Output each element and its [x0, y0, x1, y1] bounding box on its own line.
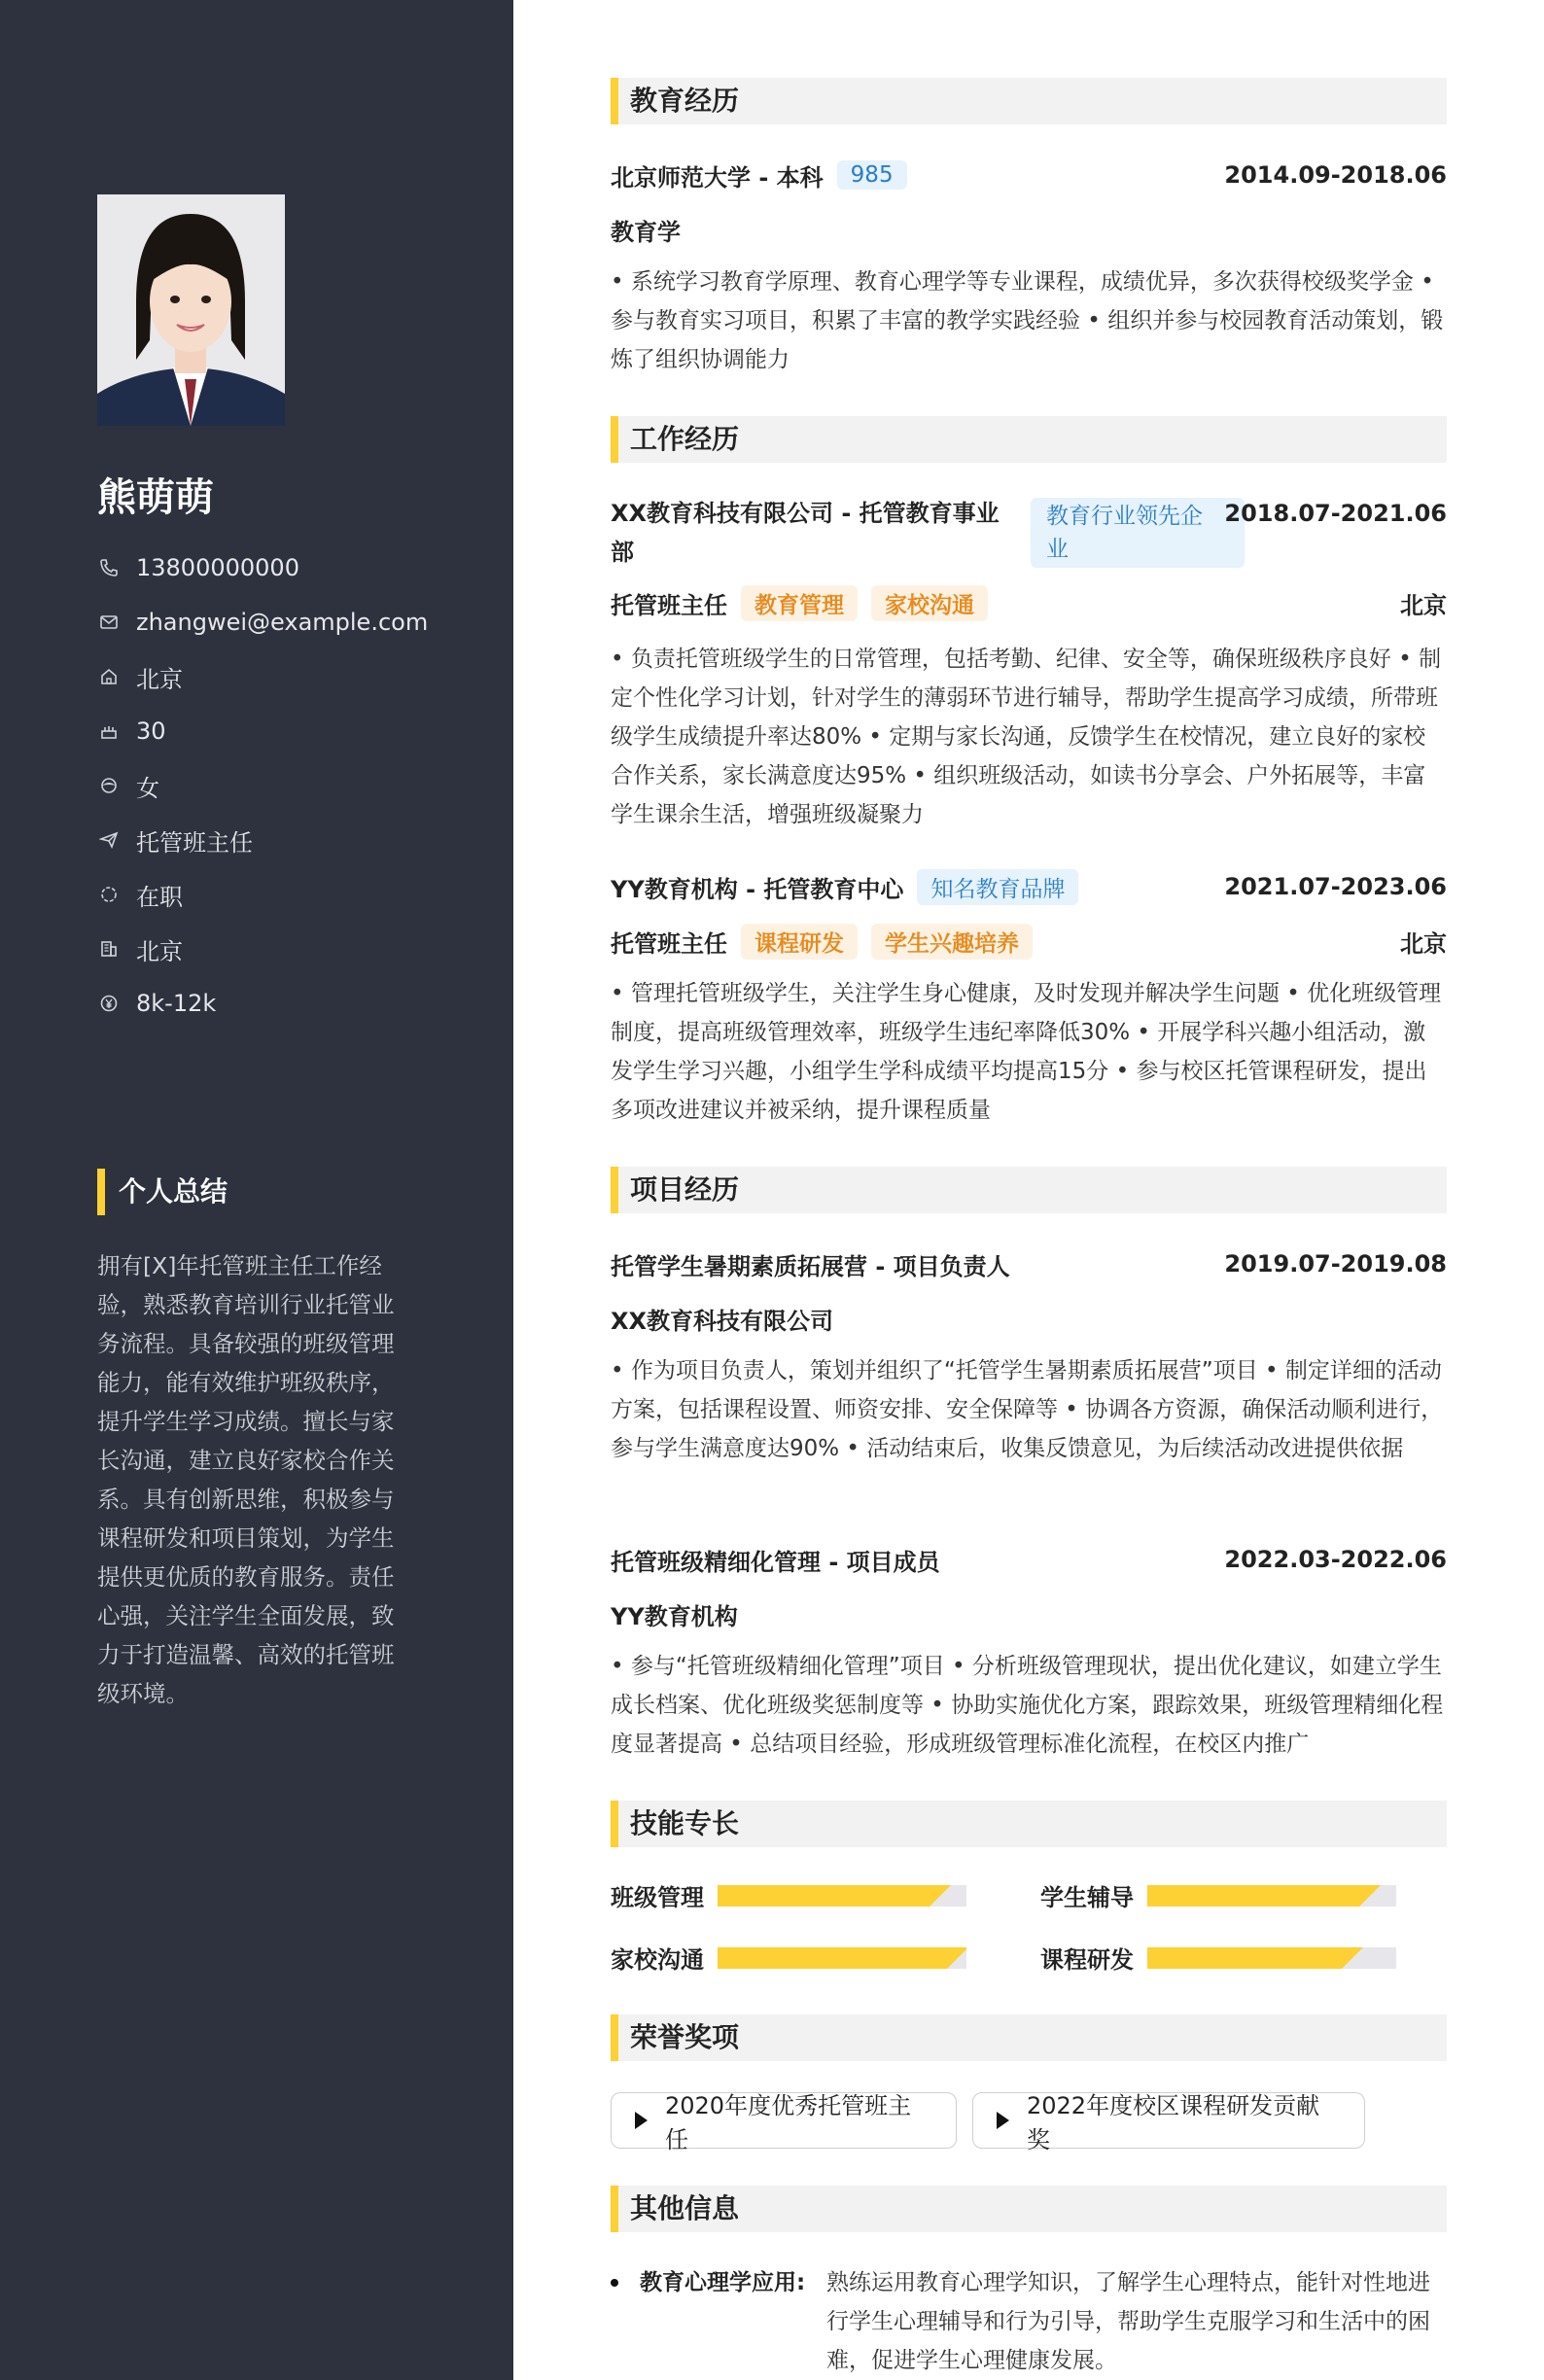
age-text: 30: [136, 718, 166, 745]
skill-3-fill: [718, 1947, 947, 1969]
job-2-tag-1: 课程研发: [741, 924, 858, 960]
education-desc: • 系统学习教育学原理、教育心理学等专业课程，成绩优异，多次获得校级奖学金 • 参与教育实习项目，积累了丰富的教学实践经验 • 组织并参与校园教育活动策划，锻炼了组织协调能力: [611, 269, 1444, 372]
project-2-org-row: [611, 1594, 1447, 1633]
job-1-tag-1: 教育管理: [741, 585, 858, 621]
project-2-name: 托管班级精细化管理 - 项目成员: [611, 1548, 940, 1576]
other-title: 其他信息: [611, 2186, 1447, 2232]
phone-icon: [97, 556, 121, 579]
skill-2-fill: [1147, 1885, 1359, 1907]
project-2-org: YY教育机构: [611, 1602, 738, 1630]
skill-4-name: 课程研发: [1040, 1946, 1134, 1974]
job-1-role: 托管班主任: [611, 591, 727, 619]
skill-2-name: 学生辅导: [1040, 1884, 1134, 1911]
project-1-desc: • 作为项目负责人，策划并组织了“托管学生暑期素质拓展营”项目 • 制定详细的活动方案，包括课程设置、师资安排、安全保障等 • 协调各方资源，确保活动顺利进行，参与学生满意度达90% • 活动结束后，收集反馈意见，为后续活动改进提供依据: [611, 1358, 1444, 1461]
award-1-text: 2020年度优秀托管班主任: [665, 2092, 912, 2153]
job-2-desc: • 管理托管班级学生，关注学生身心健康，及时发现并解决学生问题 • 优化班级管理制度，提高班级管理效率，班级学生违纪率降低30% • 开展学科兴趣小组活动，激发学生学习兴趣，小组学生学科成绩平均提高15分 • 参与校区托管课程研发，提出多项改进建议并被采纳，提升课程质量: [611, 981, 1442, 1123]
status-text: 在职: [136, 883, 183, 911]
job-1-company: XX教育科技有限公司 - 托管教育事业 部: [611, 500, 1000, 566]
gender-icon: [97, 774, 121, 797]
job-2-date: 2021.07-2023.06: [1224, 873, 1447, 900]
project-2-desc: • 参与“托管班级精细化管理”项目 • 分析班级管理现状，提出优化建议，如建立学生成长档案、优化班级奖惩制度等 • 协助实施优化方案，跟踪效果，班级管理精细化程度显著提高 • 总结项目经验，形成班级管理标准化流程，在校区内推广: [611, 1654, 1444, 1757]
profile-name: 熊萌萌: [97, 475, 214, 520]
cake-icon: [97, 719, 121, 743]
skill-1: [611, 1878, 966, 1912]
skill-2: [1040, 1878, 1396, 1912]
contact-gender: [97, 758, 486, 813]
triangle-icon: [997, 2112, 1009, 2129]
other-text: 熟练运用教育心理学知识，了解学生心理特点，能针对性地进行学生心理辅导和行为引导，帮助学生克服学习和生活中的困难，促进学生心理健康发展。: [826, 2270, 1430, 2373]
other-label: 教育心理学应用:: [640, 2270, 806, 2295]
job-2-header: [611, 867, 1447, 906]
school-tag: 985: [837, 160, 907, 190]
skills-title: 技能专长: [611, 1801, 1447, 1847]
job-2-city: 北京: [1400, 929, 1447, 958]
job-1-company-tag: 教育行业领先企 业: [1031, 498, 1245, 568]
job-2-company-tag: 知名教育品牌: [917, 869, 1078, 905]
building-icon: [97, 937, 121, 961]
award-2-text: 2022年度校区课程研发贡献奖: [1027, 2092, 1320, 2153]
skill-3-bar: [718, 1947, 966, 1969]
position-text: 托管班主任: [136, 828, 253, 857]
phone-text: 13800000000: [136, 554, 299, 581]
other-item: [611, 2263, 1447, 2380]
project-1-org-row: [611, 1299, 1447, 1338]
education-date: 2014.09-2018.06: [1224, 161, 1447, 189]
contact-list: [97, 541, 486, 1031]
profile-photo: [97, 194, 285, 426]
project-1-header: [611, 1244, 1447, 1283]
education-header: [611, 156, 1447, 194]
education-title: 教育经历: [611, 78, 1447, 124]
contact-work-city: [97, 922, 486, 976]
job-2-role-row: [611, 922, 1447, 961]
contact-age: [97, 704, 486, 758]
job-1-date: 2018.07-2021.06: [1224, 500, 1447, 527]
job-1-tag-2: 家校沟通: [871, 585, 988, 621]
project-2-header: [611, 1540, 1447, 1579]
contact-salary: [97, 976, 486, 1031]
skill-4-bar: [1147, 1947, 1396, 1969]
work-city-text: 北京: [136, 937, 183, 965]
awards-title: 荣誉奖项: [611, 2014, 1447, 2061]
project-2-date: 2022.03-2022.06: [1224, 1546, 1447, 1573]
contact-phone: [97, 541, 486, 595]
projects-title: 项目经历: [611, 1167, 1447, 1213]
contact-email: [97, 595, 486, 649]
skill-4-fill: [1147, 1947, 1342, 1969]
yen-icon: [97, 992, 121, 1015]
mail-icon: [97, 611, 121, 634]
contact-position: [97, 813, 486, 867]
award-2: [972, 2092, 1365, 2153]
salary-text: 8k-12k: [136, 990, 217, 1017]
city-text: 北京: [136, 665, 183, 693]
summary-title: 个人总结: [97, 1169, 228, 1215]
contact-city: [97, 649, 486, 704]
project-1-date: 2019.07-2019.08: [1224, 1250, 1447, 1278]
email-text: zhangwei@example.com: [136, 609, 429, 636]
sidebar: [0, 0, 513, 2380]
project-1-name: 托管学生暑期素质拓展营 - 项目负责人: [611, 1252, 1010, 1280]
triangle-icon: [635, 2112, 648, 2129]
gender-text: 女: [136, 774, 159, 802]
skill-2-bar: [1147, 1885, 1396, 1907]
job-2-role: 托管班主任: [611, 929, 727, 958]
send-icon: [97, 828, 121, 852]
bullet-icon: [611, 2279, 618, 2287]
skill-1-name: 班级管理: [611, 1884, 704, 1911]
summary-text: 拥有[X]年托管班主任工作经验，熟悉教育培训行业托管业务流程。具备较强的班级管理能力，能有效维护班级秩序，提升学生学习成绩。擅长与家长沟通，建立良好家校合作关系。具有创新思维，积极参与课程研发和项目策划，为学生提供更优质的教育服务。责任心强，关注学生全面发展，致力于打造温馨、高效的托管班级环境。: [97, 1252, 395, 1707]
job-1-city: 北京: [1400, 591, 1447, 619]
award-1: [611, 2092, 957, 2153]
contact-status: [97, 867, 486, 922]
job-2-tag-2: 学生兴趣培养: [871, 924, 1033, 960]
job-1-role-row: [611, 583, 1447, 622]
work-title: 工作经历: [611, 416, 1447, 463]
education-major-row: [611, 210, 1447, 249]
skill-4: [1040, 1941, 1396, 1975]
school-name: 北京师范大学 - 本科: [611, 163, 824, 192]
job-2-company: YY教育机构 - 托管教育中心: [611, 875, 904, 903]
skill-3: [611, 1941, 966, 1975]
project-1-org: XX教育科技有限公司: [611, 1307, 834, 1335]
education-major: 教育学: [611, 218, 681, 246]
skill-3-name: 家校沟通: [611, 1946, 704, 1974]
skill-1-bar: [718, 1885, 966, 1907]
home-icon: [97, 665, 121, 688]
job-1-desc: • 负责托管班级学生的日常管理，包括考勤、纪律、安全等，确保班级秩序良好 • 制定个性化学习计划，针对学生的薄弱环节进行辅导，帮助学生提高学习成绩，所带班级学生成绩提升率达80% • 定期与家长沟通，反馈学生在校情况，建立良好的家校合作关系，家长满意度达95% • 组织班级活动，如读书分享会、户外拓展等，丰富学生课余生活，增强班级凝聚力: [611, 647, 1442, 827]
status-icon: [97, 883, 121, 906]
skill-1-fill: [718, 1885, 930, 1907]
